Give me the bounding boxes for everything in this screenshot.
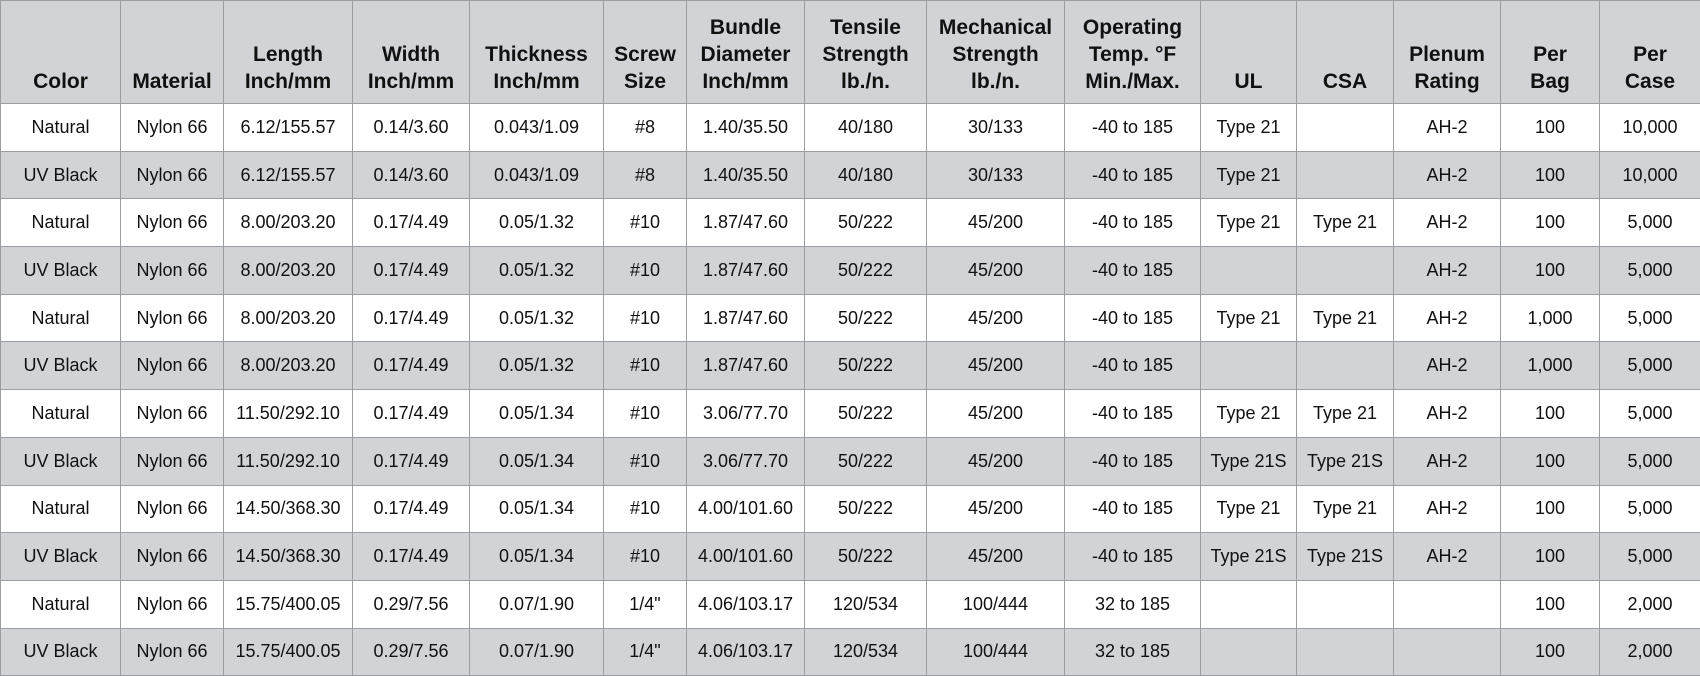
cell-plenum: AH-2 — [1394, 151, 1501, 199]
header-row — [1, 1, 1700, 104]
cell-thickness: 0.05/1.34 — [470, 485, 604, 533]
cell-csa: Type 21 — [1297, 199, 1394, 247]
cell-ul — [1201, 247, 1297, 295]
cell-width: 0.17/4.49 — [353, 485, 470, 533]
table-row — [1, 247, 1700, 295]
cell-ul: Type 21 — [1201, 485, 1297, 533]
cell-case: 5,000 — [1600, 390, 1700, 438]
column-header-bag — [1501, 1, 1600, 104]
cell-length: 11.50/292.10 — [224, 437, 353, 485]
column-header-line: Thickness — [470, 41, 603, 68]
cell-material: Nylon 66 — [121, 342, 224, 390]
cell-color: UV Black — [1, 342, 121, 390]
cell-thickness: 0.05/1.34 — [470, 533, 604, 581]
cell-screw: #10 — [604, 485, 687, 533]
cell-color: UV Black — [1, 628, 121, 676]
cell-tensile: 50/222 — [805, 390, 927, 438]
column-header-line: Strength — [805, 41, 926, 68]
cell-mechanical: 45/200 — [927, 437, 1065, 485]
cell-mechanical: 45/200 — [927, 342, 1065, 390]
column-header-line: Min./Max. — [1065, 68, 1200, 95]
cell-color: UV Black — [1, 533, 121, 581]
cell-length: 8.00/203.20 — [224, 247, 353, 295]
cell-ul: Type 21 — [1201, 390, 1297, 438]
cell-tensile: 40/180 — [805, 104, 927, 152]
cell-case: 2,000 — [1600, 580, 1700, 628]
cell-bundle: 1.87/47.60 — [687, 247, 805, 295]
table-row — [1, 628, 1700, 676]
cell-temp: -40 to 185 — [1065, 104, 1201, 152]
cell-length: 8.00/203.20 — [224, 342, 353, 390]
cell-color: Natural — [1, 390, 121, 438]
column-header-line: Tensile — [805, 14, 926, 41]
cell-length: 15.75/400.05 — [224, 628, 353, 676]
cell-bag: 1,000 — [1501, 294, 1600, 342]
cell-width: 0.14/3.60 — [353, 104, 470, 152]
cell-case: 5,000 — [1600, 533, 1700, 581]
cell-thickness: 0.07/1.90 — [470, 628, 604, 676]
cell-bundle: 1.87/47.60 — [687, 294, 805, 342]
cell-bundle: 4.00/101.60 — [687, 533, 805, 581]
table-header — [1, 1, 1700, 104]
table-row — [1, 151, 1700, 199]
cell-bag: 100 — [1501, 199, 1600, 247]
cell-length: 14.50/368.30 — [224, 485, 353, 533]
cell-csa: Type 21 — [1297, 390, 1394, 438]
cell-color: Natural — [1, 485, 121, 533]
cell-screw: #10 — [604, 533, 687, 581]
cell-bag: 100 — [1501, 628, 1600, 676]
column-header-material — [121, 1, 224, 104]
cell-temp: -40 to 185 — [1065, 199, 1201, 247]
cell-screw: #10 — [604, 342, 687, 390]
cell-material: Nylon 66 — [121, 437, 224, 485]
cell-ul: Type 21S — [1201, 437, 1297, 485]
cell-plenum: AH-2 — [1394, 533, 1501, 581]
cell-bag: 100 — [1501, 104, 1600, 152]
cell-case: 5,000 — [1600, 294, 1700, 342]
cell-tensile: 50/222 — [805, 199, 927, 247]
column-header-line: Bag — [1501, 68, 1599, 95]
cell-color: Natural — [1, 294, 121, 342]
cell-temp: -40 to 185 — [1065, 294, 1201, 342]
column-header-line: Material — [121, 68, 223, 95]
cell-mechanical: 45/200 — [927, 199, 1065, 247]
cell-csa — [1297, 151, 1394, 199]
cell-material: Nylon 66 — [121, 533, 224, 581]
column-header-line: Rating — [1394, 68, 1500, 95]
column-header-screw — [604, 1, 687, 104]
cell-mechanical: 45/200 — [927, 247, 1065, 295]
cell-bundle: 1.40/35.50 — [687, 104, 805, 152]
column-header-line: Diameter — [687, 41, 804, 68]
cell-bundle: 3.06/77.70 — [687, 437, 805, 485]
column-header-line: Operating — [1065, 14, 1200, 41]
cell-plenum — [1394, 628, 1501, 676]
cell-temp: 32 to 185 — [1065, 580, 1201, 628]
cell-material: Nylon 66 — [121, 485, 224, 533]
cell-bag: 100 — [1501, 151, 1600, 199]
cell-case: 2,000 — [1600, 628, 1700, 676]
cell-csa — [1297, 628, 1394, 676]
cell-case: 5,000 — [1600, 247, 1700, 295]
column-header-line: Screw — [604, 41, 686, 68]
cell-material: Nylon 66 — [121, 247, 224, 295]
column-header-line: Temp. °F — [1065, 41, 1200, 68]
cell-mechanical: 45/200 — [927, 485, 1065, 533]
cell-case: 10,000 — [1600, 104, 1700, 152]
cell-tensile: 50/222 — [805, 294, 927, 342]
column-header-line: Strength — [927, 41, 1064, 68]
cell-thickness: 0.05/1.32 — [470, 342, 604, 390]
cell-material: Nylon 66 — [121, 151, 224, 199]
column-header-line: lb./n. — [805, 68, 926, 95]
cell-ul: Type 21S — [1201, 533, 1297, 581]
cell-tensile: 120/534 — [805, 580, 927, 628]
cell-plenum: AH-2 — [1394, 342, 1501, 390]
cell-material: Nylon 66 — [121, 199, 224, 247]
cell-ul: Type 21 — [1201, 151, 1297, 199]
cell-bag: 100 — [1501, 533, 1600, 581]
column-header-width — [353, 1, 470, 104]
column-header-plenum — [1394, 1, 1501, 104]
cell-mechanical: 30/133 — [927, 104, 1065, 152]
cell-color: Natural — [1, 580, 121, 628]
cell-temp: -40 to 185 — [1065, 437, 1201, 485]
cell-color: Natural — [1, 104, 121, 152]
column-header-line: Per — [1600, 41, 1700, 68]
cell-bundle: 3.06/77.70 — [687, 390, 805, 438]
cell-mechanical: 45/200 — [927, 294, 1065, 342]
cell-plenum: AH-2 — [1394, 199, 1501, 247]
cell-case: 10,000 — [1600, 151, 1700, 199]
cell-bag: 100 — [1501, 485, 1600, 533]
cell-tensile: 50/222 — [805, 437, 927, 485]
cell-tensile: 50/222 — [805, 485, 927, 533]
cell-csa — [1297, 342, 1394, 390]
cell-length: 6.12/155.57 — [224, 151, 353, 199]
cell-plenum: AH-2 — [1394, 247, 1501, 295]
cell-csa: Type 21S — [1297, 437, 1394, 485]
cell-plenum: AH-2 — [1394, 390, 1501, 438]
cell-thickness: 0.05/1.32 — [470, 247, 604, 295]
cell-screw: #8 — [604, 104, 687, 152]
cell-ul: Type 21 — [1201, 294, 1297, 342]
column-header-line: Color — [1, 68, 120, 95]
cell-plenum: AH-2 — [1394, 437, 1501, 485]
column-header-bundle — [687, 1, 805, 104]
cell-material: Nylon 66 — [121, 294, 224, 342]
cell-screw: #10 — [604, 294, 687, 342]
cell-case: 5,000 — [1600, 342, 1700, 390]
table-row — [1, 485, 1700, 533]
cell-plenum — [1394, 580, 1501, 628]
cell-thickness: 0.05/1.32 — [470, 294, 604, 342]
cell-screw: 1/4" — [604, 628, 687, 676]
cell-color: UV Black — [1, 247, 121, 295]
cell-ul — [1201, 342, 1297, 390]
column-header-line: Length — [224, 41, 352, 68]
table-row — [1, 342, 1700, 390]
cell-bag: 100 — [1501, 247, 1600, 295]
cell-material: Nylon 66 — [121, 580, 224, 628]
cell-ul — [1201, 628, 1297, 676]
cell-plenum: AH-2 — [1394, 294, 1501, 342]
cell-bag: 100 — [1501, 437, 1600, 485]
column-header-color — [1, 1, 121, 104]
cell-width: 0.17/4.49 — [353, 437, 470, 485]
cell-ul: Type 21 — [1201, 104, 1297, 152]
column-header-line: Inch/mm — [224, 68, 352, 95]
cell-width: 0.17/4.49 — [353, 533, 470, 581]
cell-bundle: 1.40/35.50 — [687, 151, 805, 199]
cell-width: 0.17/4.49 — [353, 342, 470, 390]
cell-screw: #10 — [604, 247, 687, 295]
cell-csa — [1297, 104, 1394, 152]
cell-width: 0.29/7.56 — [353, 628, 470, 676]
cell-length: 14.50/368.30 — [224, 533, 353, 581]
column-header-csa — [1297, 1, 1394, 104]
cell-tensile: 50/222 — [805, 342, 927, 390]
cell-width: 0.29/7.56 — [353, 580, 470, 628]
column-header-line: Inch/mm — [353, 68, 469, 95]
column-header-case — [1600, 1, 1700, 104]
cell-ul: Type 21 — [1201, 199, 1297, 247]
cell-mechanical: 100/444 — [927, 580, 1065, 628]
cell-color: UV Black — [1, 437, 121, 485]
cell-width: 0.17/4.49 — [353, 199, 470, 247]
cell-thickness: 0.05/1.32 — [470, 199, 604, 247]
column-header-line: Width — [353, 41, 469, 68]
cell-mechanical: 30/133 — [927, 151, 1065, 199]
cell-tensile: 50/222 — [805, 247, 927, 295]
cell-csa: Type 21 — [1297, 485, 1394, 533]
cell-case: 5,000 — [1600, 485, 1700, 533]
column-header-tensile — [805, 1, 927, 104]
cell-width: 0.17/4.49 — [353, 294, 470, 342]
cell-plenum: AH-2 — [1394, 485, 1501, 533]
cell-case: 5,000 — [1600, 437, 1700, 485]
cell-screw: #10 — [604, 199, 687, 247]
cell-length: 6.12/155.57 — [224, 104, 353, 152]
column-header-temp — [1065, 1, 1201, 104]
cell-mechanical: 100/444 — [927, 628, 1065, 676]
cell-csa: Type 21S — [1297, 533, 1394, 581]
table-row — [1, 199, 1700, 247]
cell-thickness: 0.05/1.34 — [470, 437, 604, 485]
table-row — [1, 533, 1700, 581]
column-header-line: Size — [604, 68, 686, 95]
cell-screw: #10 — [604, 437, 687, 485]
table-row — [1, 104, 1700, 152]
column-header-ul — [1201, 1, 1297, 104]
cell-tensile: 120/534 — [805, 628, 927, 676]
table-row — [1, 580, 1700, 628]
column-header-line: Bundle — [687, 14, 804, 41]
cell-mechanical: 45/200 — [927, 390, 1065, 438]
cell-screw: #8 — [604, 151, 687, 199]
cell-temp: -40 to 185 — [1065, 151, 1201, 199]
column-header-line: UL — [1201, 68, 1296, 95]
cell-bundle: 4.06/103.17 — [687, 628, 805, 676]
table-row — [1, 437, 1700, 485]
cell-thickness: 0.07/1.90 — [470, 580, 604, 628]
cell-temp: -40 to 185 — [1065, 533, 1201, 581]
cell-length: 15.75/400.05 — [224, 580, 353, 628]
cell-mechanical: 45/200 — [927, 533, 1065, 581]
cell-csa — [1297, 247, 1394, 295]
cell-length: 11.50/292.10 — [224, 390, 353, 438]
cell-temp: 32 to 185 — [1065, 628, 1201, 676]
column-header-length — [224, 1, 353, 104]
column-header-line: Plenum — [1394, 41, 1500, 68]
cell-color: Natural — [1, 199, 121, 247]
column-header-line: Mechanical — [927, 14, 1064, 41]
cell-material: Nylon 66 — [121, 104, 224, 152]
column-header-line: Inch/mm — [687, 68, 804, 95]
table-row — [1, 294, 1700, 342]
column-header-line: Case — [1600, 68, 1700, 95]
cell-thickness: 0.043/1.09 — [470, 104, 604, 152]
cell-width: 0.17/4.49 — [353, 390, 470, 438]
cell-bundle: 1.87/47.60 — [687, 199, 805, 247]
cell-tensile: 50/222 — [805, 533, 927, 581]
cell-material: Nylon 66 — [121, 628, 224, 676]
cell-bundle: 4.00/101.60 — [687, 485, 805, 533]
cell-case: 5,000 — [1600, 199, 1700, 247]
cell-temp: -40 to 185 — [1065, 342, 1201, 390]
cell-length: 8.00/203.20 — [224, 294, 353, 342]
cell-csa: Type 21 — [1297, 294, 1394, 342]
cell-csa — [1297, 580, 1394, 628]
column-header-thickness — [470, 1, 604, 104]
cell-screw: #10 — [604, 390, 687, 438]
column-header-line: CSA — [1297, 68, 1393, 95]
cell-temp: -40 to 185 — [1065, 247, 1201, 295]
column-header-line: Per — [1501, 41, 1599, 68]
cell-bag: 1,000 — [1501, 342, 1600, 390]
cell-temp: -40 to 185 — [1065, 390, 1201, 438]
column-header-line: lb./n. — [927, 68, 1064, 95]
table-row — [1, 390, 1700, 438]
column-header-line: Inch/mm — [470, 68, 603, 95]
cell-tensile: 40/180 — [805, 151, 927, 199]
cell-thickness: 0.05/1.34 — [470, 390, 604, 438]
cell-bundle: 4.06/103.17 — [687, 580, 805, 628]
cell-bag: 100 — [1501, 580, 1600, 628]
cell-width: 0.17/4.49 — [353, 247, 470, 295]
cell-material: Nylon 66 — [121, 390, 224, 438]
cell-thickness: 0.043/1.09 — [470, 151, 604, 199]
cell-bag: 100 — [1501, 390, 1600, 438]
cell-bundle: 1.87/47.60 — [687, 342, 805, 390]
cell-ul — [1201, 580, 1297, 628]
cell-temp: -40 to 185 — [1065, 485, 1201, 533]
column-header-mechanical — [927, 1, 1065, 104]
cell-length: 8.00/203.20 — [224, 199, 353, 247]
cell-color: UV Black — [1, 151, 121, 199]
table-body — [1, 104, 1700, 676]
cell-screw: 1/4" — [604, 580, 687, 628]
cell-width: 0.14/3.60 — [353, 151, 470, 199]
cell-plenum: AH-2 — [1394, 104, 1501, 152]
